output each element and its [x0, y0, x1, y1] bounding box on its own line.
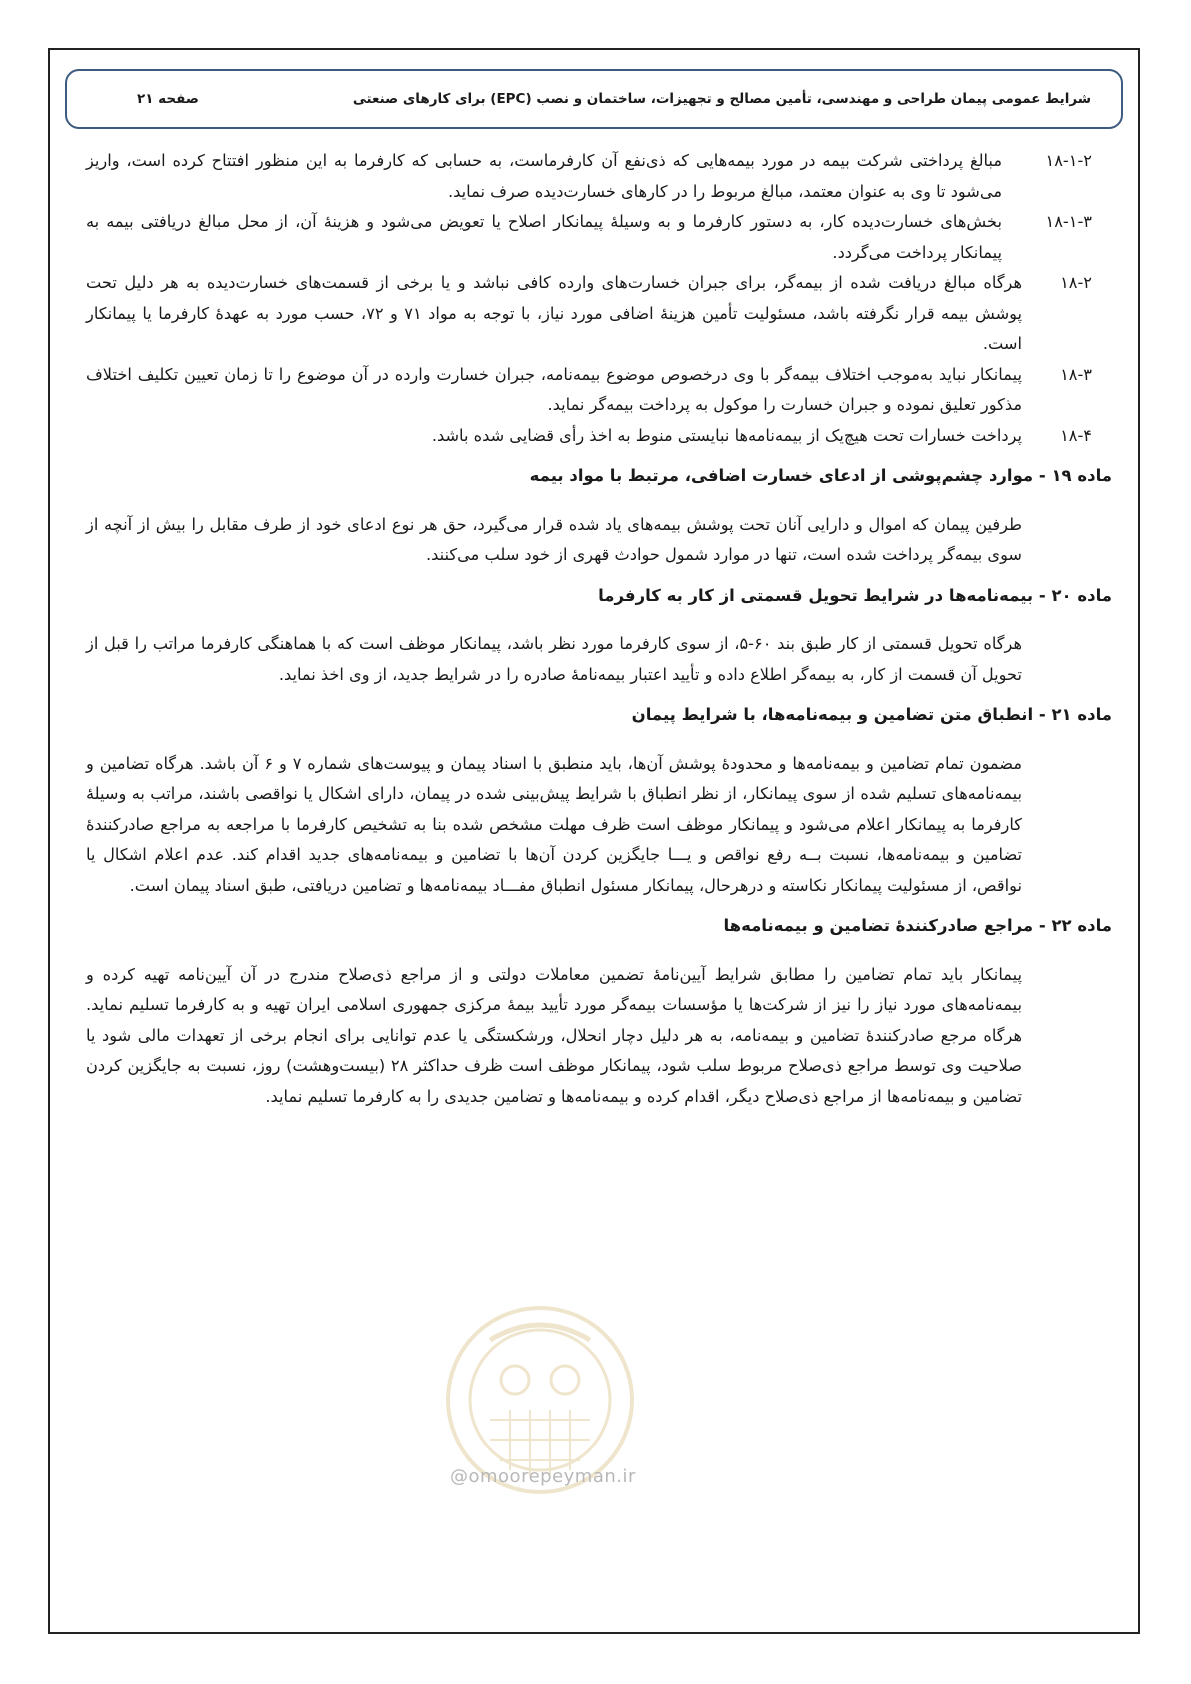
article-21-body: مضمون تمام تضامین و بیمه‌نامه‌ها و محدودهٔ پوشش آن‌ها، باید منطبق با اسناد پیمان و پیوست‌های شماره ۷ و ۶ آن باشد. هرگاه تضامین و بیمه‌نامه‌های تسلیم شده از سوی پیمانکار، از نظر انطباق با شرایط پیش‌بینی شده در پیمان، دارای اشکال یا نواقصی باشند، مراتب به وسیلهٔ کارفرما به پیمانکار اعلام می‌شود و پیمانکار موظف است ظرف مهلت مشخص شده بنا به تشخیص کارفرما با مراجعه به مراجع صادرکنندهٔ تضامین و بیمه‌نامه‌ها، نسبت بــه رفع نواقص و یـــا جایگزین کردن آن‌ها با تضامین و بیمه‌نامه‌های جدید اقدام کند. عدم اعلام اشکال یا نواقص، از مسئولیت پیمانکار نکاسته و درهرحال، پیمانکار مسئول انطباق مفـــاد بیمه‌نامه‌ها و تضامین دریافتی، طبق اسناد پیمان است.	[86, 753, 1023, 895]
clause-number: ۱۸-۳	[1060, 364, 1092, 384]
article-22-title: ماده ۲۲ - مراجع صادرکنندهٔ تضامین و بیمه‌نامه‌ها	[723, 916, 1112, 935]
clause-18-1-2	[86, 146, 1092, 207]
watermark-url: @omoorepeyman.ir	[450, 1466, 636, 1487]
article-19-body: طرفین پیمان که اموال و دارایی آنان تحت پوشش بیمه‌های یاد شده قرار می‌گیرد، حق هر نوع ادعای خود از طرف مقابل را بیش از آنچه از سوی بیمه‌گر پرداخت شده است، تنها در موارد شمول حوادث قهری از خود سلب می‌کنند.	[86, 514, 1022, 564]
clause-18-4	[86, 421, 1092, 452]
article-21-title: ماده ۲۱ - انطباق متن تضامین و بیمه‌نامه‌ها، با شرایط پیمان	[631, 705, 1112, 724]
clause-number: ۱۸-۴	[1060, 425, 1092, 445]
document-title: شرایط عمومی پیمان طراحی و مهندسی، تأمین مصالح و تجهیزات، ساختمان و نصب (EPC) برای کارهای صنعتی	[352, 91, 1091, 107]
article-19-title: ماده ۱۹ - موارد چشم‌پوشی از ادعای خسارت اضافی، مرتبط با مواد بیمه	[529, 466, 1112, 485]
clause-number: ۱۸-۱-۳	[1045, 212, 1092, 231]
clause-18-2	[86, 268, 1092, 360]
clause-text: هرگاه مبالغ دریافت شده از بیمه‌گر، برای جبران خسارت‌های وارده کافی نباشد و یا برخی از قسمت‌های خسارت‌دیده به هر دلیل تحت پوشش بیمه قرار نگرفته باشد، مسئولیت تأمین هزینهٔ اضافی مورد نیاز، با توجه به مواد ۷۱ و ۷۲، حسب مورد به عهدهٔ کارفرما یا پیمانکار است.	[86, 273, 1023, 353]
document-body	[86, 146, 1112, 1120]
article-22-body: پیمانکار باید تمام تضامین را مطابق شرایط آیین‌نامهٔ تضمین معاملات دولتی و از مراجع ذی‌صلاح مندرج در آن آیین‌نامه تهیه کرده و بیمه‌نامه‌های مورد نیاز را نیز از شرکت‌ها یا مؤسسات بیمه‌گر مورد تأیید بیمهٔ مرکزی جمهوری اسلامی ایران تهیه و به کارفرما تسلیم نماید. هرگاه مرجع صادرکنندهٔ تضامین و بیمه‌نامه، به هر دلیل دچار انحلال، ورشکستگی یا عدم توانایی برای انجام برخی از تعهدات مالی شود یا صلاحیت وی توسط مراجع ذی‌صلاح مربوط سلب شود، پیمانکار موظف است ظرف حداکثر ۲۸ (بیست‌وهشت) روز، نسبت به جایگزین کردن تضامین و بیمه‌نامه‌ها از مراجع ذی‌صلاح دیگر، اقدام کرده و بیمه‌نامه‌ها و تضامین جدیدی را به کارفرما تسلیم نماید.	[86, 964, 1022, 1106]
article-20-body: هرگاه تحویل قسمتی از کار طبق بند ۶۰-۵، از سوی کارفرما مورد نظر باشد، پیمانکار موظف است که با هماهنگی کارفرما مراتب را قبل از تحویل آن قسمت از کار، به بیمه‌گر اطلاع داده و تأیید اعتبار بیمه‌نامهٔ صادره را در شرایط جدید، از وی اخذ نماید.	[86, 634, 1022, 684]
clause-18-1-3	[86, 207, 1092, 268]
clause-text: پیمانکار نباید به‌موجب اختلاف بیمه‌گر با وی درخصوص موضوع بیمه‌نامه، جبران خسارت وارده در آن موضوع را تا زمان تعیین تکلیف اختلاف مذکور تعلیق نموده و جبران خسارت را موکول به پرداخت بیمه‌گر نماید.	[86, 364, 1022, 414]
clause-text: بخش‌های خسارت‌دیده کار، به دستور کارفرما و به وسیلهٔ پیمانکار اصلاح یا تعویض می‌شود و هزینهٔ آن، از محل مبالغ دریافتی بیمه به پیمانکار پرداخت می‌گردد.	[86, 212, 1002, 262]
clause-18-3	[86, 360, 1092, 421]
page-number: صفحه ۲۱	[137, 91, 199, 107]
clause-number: ۱۸-۲	[1060, 273, 1092, 292]
clause-text: مبالغ پرداختی شرکت بیمه در مورد بیمه‌هایی که ذی‌نفع آن کارفرماست، به حسابی که کارفرما به این منظور افتتاح کرده است، واریز می‌شود تا وی به عنوان معتمد، مبالغ مربوط را در کارهای خسارت‌دیده صرف نماید.	[86, 151, 1002, 201]
clause-text: پرداخت خسارات تحت هیچ‌یک از بیمه‌نامه‌ها نبایستی منوط به اخذ رأی قضایی شده باشد.	[431, 425, 1022, 445]
clause-number: ۱۸-۱-۲	[1045, 151, 1092, 170]
page-header	[65, 69, 1123, 129]
article-20-title: ماده ۲۰ - بیمه‌نامه‌ها در شرایط تحویل قسمتی از کار به کارفرما	[598, 585, 1112, 605]
